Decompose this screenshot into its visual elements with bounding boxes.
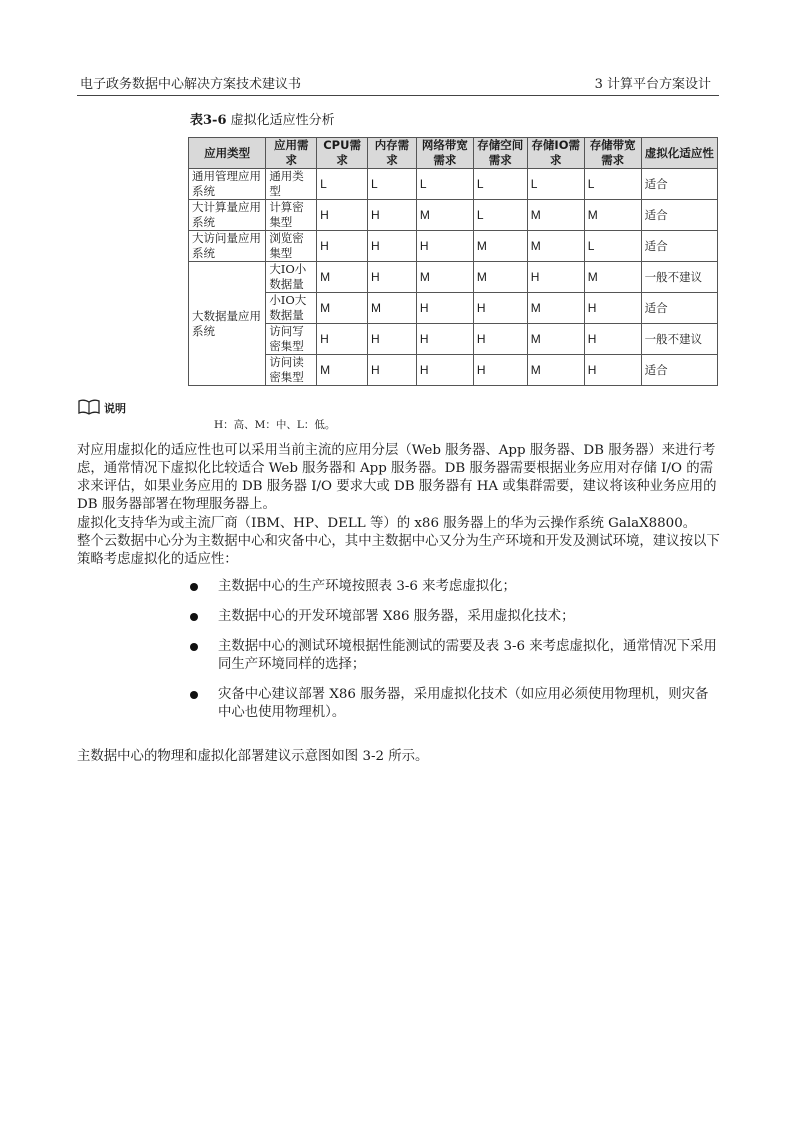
cell-io: M — [527, 200, 584, 231]
cell-cpu: M — [317, 355, 368, 386]
cell-io: M — [527, 355, 584, 386]
table-title: 虚拟化适应性分析 — [226, 113, 335, 128]
header-chapter: 3 计算平台方案设计 — [594, 77, 711, 92]
cell-app-type: 大数据量应用系统 — [189, 262, 266, 386]
cell-net: M — [416, 262, 473, 293]
virtualization-fitness-table — [188, 137, 718, 386]
cell-cpu: H — [317, 200, 368, 231]
table-caption — [190, 113, 335, 129]
cell-io: M — [527, 324, 584, 355]
body-paragraph: 整个云数据中心分为主数据中心和灾备中心，其中主数据中心又分为生产环境和开发及测试环境，建议按以下策略考虑虚拟化的适应性： — [77, 534, 720, 567]
body-paragraph: 对应用虚拟化的适应性也可以采用当前主流的应用分层（Web 服务器、App 服务器、DB 服务器）来进行考虑，通常情况下虚拟化比较适合 Web 服务器和 App 服务器。DB 服务器需要根据业务应用对存储 I/O 的需求来评估，如果业务应用的 DB 服务器 I/O 要求大或 DB 服务器有 HA 或集群需要，建议将该种业务应用的 DB 服务器部署在物理服务器上。 — [77, 443, 717, 512]
closing-paragraph: 主数据中心的物理和虚拟化部署建议示意图如图 3-2 所示。 — [77, 749, 429, 764]
cell-mem: H — [368, 200, 417, 231]
cell-space: H — [473, 324, 527, 355]
col-header: 存储IO需求 — [527, 138, 584, 169]
header-doc-title: 电子政务数据中心解决方案技术建议书 — [80, 77, 302, 92]
col-header: 网络带宽需求 — [416, 138, 473, 169]
table-row — [189, 231, 718, 262]
list-item — [188, 638, 718, 674]
table-row — [189, 355, 718, 386]
cell-space: L — [473, 169, 527, 200]
cell-fit: 适合 — [641, 231, 717, 262]
cell-mem: L — [368, 169, 417, 200]
cell-io: M — [527, 293, 584, 324]
cell-app-need: 访问读密集型 — [266, 355, 317, 386]
cell-mem: H — [368, 262, 417, 293]
table-row — [189, 169, 718, 200]
col-header: 应用类型 — [189, 138, 266, 169]
cell-cpu: M — [317, 293, 368, 324]
col-header: 应用需求 — [266, 138, 317, 169]
cell-app-type: 通用管理应用系统 — [189, 169, 266, 200]
cell-net: H — [416, 231, 473, 262]
cell-app-need: 通用类型 — [266, 169, 317, 200]
note-label: 说明 — [104, 402, 126, 415]
cell-app-need: 小IO大数据量 — [266, 293, 317, 324]
cell-fit: 适合 — [641, 200, 717, 231]
cell-space: H — [473, 355, 527, 386]
list-item-text: 灾备中心建议部署 X86 服务器，采用虚拟化技术（如应用必须使用物理机，则灾备中心也使用物理机）。 — [218, 687, 709, 720]
note-legend: H：高、M：中、L：低。 — [214, 419, 336, 431]
list-item — [188, 608, 718, 626]
cell-net: L — [416, 169, 473, 200]
bullet-icon — [190, 583, 198, 591]
book-icon — [78, 398, 100, 416]
table-number: 表3-6 — [190, 113, 227, 128]
cell-net: M — [416, 200, 473, 231]
table-row — [189, 200, 718, 231]
bullet-icon — [190, 613, 198, 621]
cell-mem: H — [368, 355, 417, 386]
cell-app-need: 大IO小数据量 — [266, 262, 317, 293]
table-row — [189, 262, 718, 293]
col-header: 内存需求 — [368, 138, 417, 169]
cell-cpu: M — [317, 262, 368, 293]
cell-space: M — [473, 231, 527, 262]
cell-fit: 适合 — [641, 293, 717, 324]
cell-bw: M — [584, 200, 641, 231]
table-header-row — [189, 138, 718, 169]
cell-app-need: 浏览密集型 — [266, 231, 317, 262]
list-item-text: 主数据中心的测试环境根据性能测试的需要及表 3-6 来考虑虚拟化，通常情况下采用同生产环境同样的选择； — [218, 639, 717, 672]
cell-mem: M — [368, 293, 417, 324]
cell-fit: 一般不建议 — [641, 262, 717, 293]
cell-fit: 一般不建议 — [641, 324, 717, 355]
col-header: 虚拟化适应性 — [641, 138, 717, 169]
table-row — [189, 293, 718, 324]
col-header: CPU需求 — [317, 138, 368, 169]
bullet-icon — [190, 691, 198, 699]
list-item-text: 主数据中心的开发环境部署 X86 服务器，采用虚拟化技术； — [218, 609, 575, 624]
cell-space: M — [473, 262, 527, 293]
cell-space: L — [473, 200, 527, 231]
cell-net: H — [416, 324, 473, 355]
cell-mem: H — [368, 324, 417, 355]
cell-bw: M — [584, 262, 641, 293]
cell-fit: 适合 — [641, 355, 717, 386]
cell-bw: H — [584, 293, 641, 324]
cell-bw: H — [584, 355, 641, 386]
cell-net: H — [416, 293, 473, 324]
cell-cpu: H — [317, 324, 368, 355]
cell-bw: H — [584, 324, 641, 355]
cell-io: H — [527, 262, 584, 293]
list-item-text: 主数据中心的生产环境按照表 3-6 来考虑虚拟化； — [218, 579, 516, 594]
col-header: 存储带宽需求 — [584, 138, 641, 169]
body-paragraph: 虚拟化支持华为或主流厂商（IBM、HP、DELL 等）的 x86 服务器上的华为云操作系统 GalaX8800。 — [77, 516, 697, 531]
cell-app-type: 大计算量应用系统 — [189, 200, 266, 231]
page-header — [77, 79, 719, 96]
cell-bw: L — [584, 169, 641, 200]
cell-bw: L — [584, 231, 641, 262]
cell-mem: H — [368, 231, 417, 262]
bullet-icon — [190, 643, 198, 651]
cell-fit: 适合 — [641, 169, 717, 200]
cell-app-need: 计算密集型 — [266, 200, 317, 231]
strategy-list — [188, 578, 718, 734]
cell-io: L — [527, 169, 584, 200]
list-item — [188, 578, 718, 596]
table-row — [189, 324, 718, 355]
cell-app-need: 访问写密集型 — [266, 324, 317, 355]
cell-cpu: H — [317, 231, 368, 262]
list-item — [188, 686, 718, 722]
cell-cpu: L — [317, 169, 368, 200]
cell-io: M — [527, 231, 584, 262]
cell-space: H — [473, 293, 527, 324]
col-header: 存储空间需求 — [473, 138, 527, 169]
cell-net: H — [416, 355, 473, 386]
cell-app-type: 大访问量应用系统 — [189, 231, 266, 262]
